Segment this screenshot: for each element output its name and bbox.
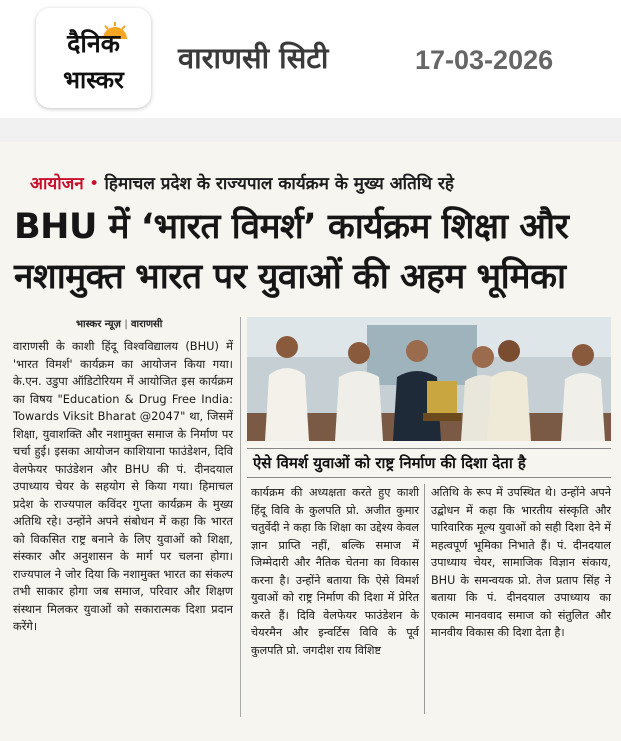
edition-city: वाराणसी सिटी xyxy=(178,41,329,75)
headline xyxy=(14,202,614,302)
kicker xyxy=(30,172,454,196)
edition-date: 17-03-2026 xyxy=(415,45,554,75)
headline-line-1: BHU में ‘भारत विमर्श’ कार्यक्रम शिक्षा और xyxy=(14,207,569,247)
sub-headline: ऐसे विमर्श युवाओं को राष्ट्र निर्माण की दिशा देता है xyxy=(247,448,611,478)
event-photo xyxy=(247,317,611,441)
top-bar xyxy=(0,0,621,118)
dainik-bhaskar-logo[interactable] xyxy=(36,8,151,108)
logo-text-dainik: दैनिक xyxy=(67,29,120,58)
kicker-text: हिमाचल प्रदेश के राज्यपाल कार्यक्रम के मुख्य अतिथि रहे xyxy=(104,174,454,194)
column-divider xyxy=(240,317,241,717)
byline xyxy=(76,316,162,330)
headline-line-2: नशामुक्त भारत पर युवाओं की अहम भूमिका xyxy=(14,257,566,297)
byline-source: भास्कर न्यूज़ xyxy=(76,319,121,330)
article-column-1: वाराणसी के काशी हिंदू विश्वविद्यालय (BHU) में 'भारत विमर्श' कार्यक्रम का आयोजन किया गया। के.एन. उडुपा ऑडिटोरियम में आयोजित इस कार्यक्रम का विषय "Education & Drug Free India: Towards Viksit Bharat @2047" था, जिसमें शिक्षा, युवाशक्ति और नशामुक्त समाज के निर्माण पर चर्चा हुई। इसका आयोजन काशियाना फाउंडेशन, दिवि वेलफेयर फाउंडेशन और BHU की पं. दीनदयाल उपाध्याय चेयर के सहयोग से किया गया। हिमाचल प्रदेश के राज्यपाल कविंदर गुप्ता कार्यक्रम के मुख्य अतिथि रहे। उन्होंने अपने संबोधन में कहा कि भारत को विकसित राष्ट्र बनाने के लिए युवाओं को शिक्षा, संस्कार और अनुशासन के मार्ग पर चलना होगा। राज्यपाल ने जोर दिया कि नशामुक्त भारत का संकल्प तभी साकार होगा जब समाज, परिवार और शिक्षण संस्थान मिलकर युवाओं को सकारात्मक दिशा प्रदान करेंगे। xyxy=(13,339,233,633)
kicker-label: आयोजन xyxy=(30,174,84,194)
article-column-2: कार्यक्रम की अध्यक्षता करते हुए काशी हिंदू विवि के कुलपति प्रो. अजीत कुमार चतुर्वेदी ने कहा कि शिक्षा का उद्देश्य केवल ज्ञान प्राप्ति नहीं, बल्कि समाज में जिम्मेदारी और नैतिक चेतना का विकास करना है। उन्होंने बताया कि ऐसे विमर्श युवाओं को राष्ट्र निर्माण की दिशा में प्रेरित करते हैं। दिवि वेलफेयर फाउंडेशन के चेयरमैन और इन्वर्टिस विवि के पूर्व कुलपति प्रो. जगदीश राय विशिष्ट xyxy=(251,486,419,657)
article-column-3: अतिथि के रूप में उपस्थित थे। उन्होंने अपने उद्बोधन में कहा कि भारतीय संस्कृति और पारिवारिक मूल्य युवाओं को सही दिशा देने में महत्वपूर्ण भूमिका निभाते हैं। पं. दीनदयाल उपाध्याय चेयर, सामाजिक विज्ञान संकाय, BHU के समन्वयक प्रो. तेज प्रताप सिंह ने बताया कि पं. दीनदयाल उपाध्याय का एकात्म मानववाद समाज को संतुलित और मानवीय विकास की दिशा देता है। xyxy=(431,486,611,639)
separator xyxy=(0,118,621,142)
logo-text-bhaskar: भास्कर xyxy=(63,66,124,94)
byline-place: वाराणसी xyxy=(130,319,163,330)
news-clipping xyxy=(0,142,621,741)
bullet-icon: • xyxy=(89,174,100,194)
column-divider-2 xyxy=(424,484,425,714)
byline-divider: | xyxy=(124,319,131,330)
